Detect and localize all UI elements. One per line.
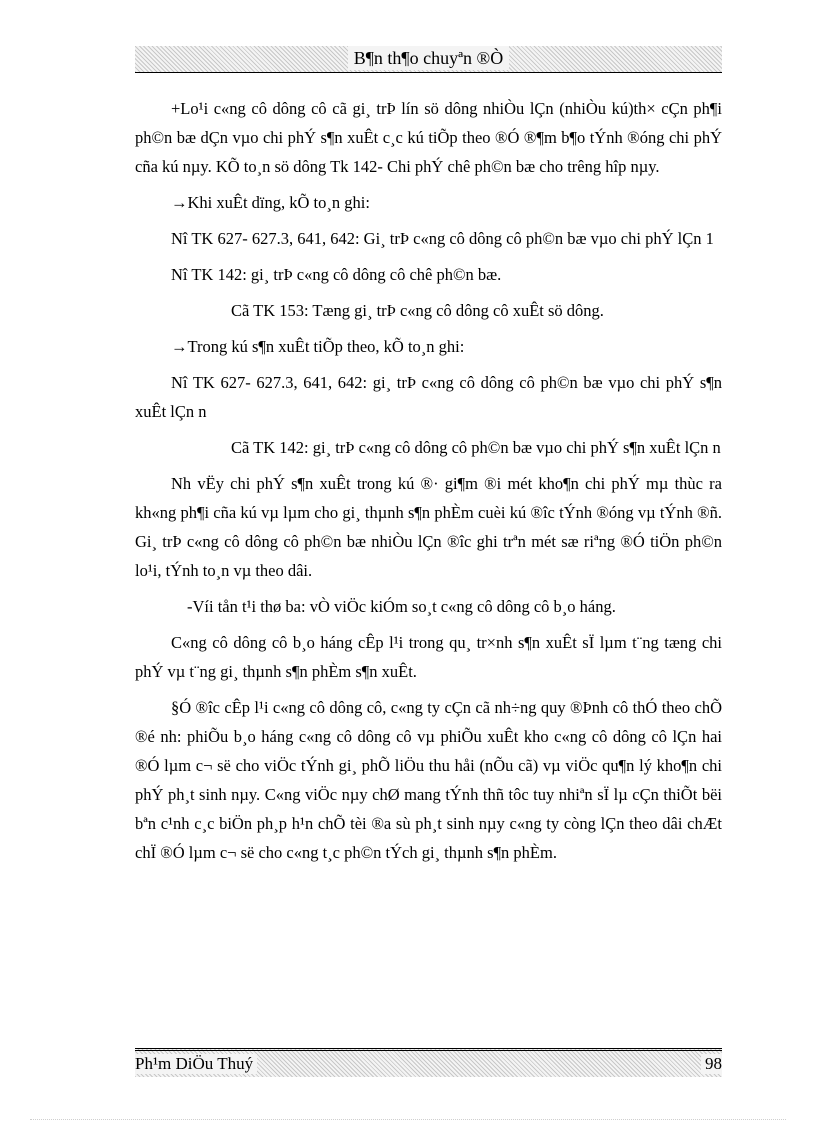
paragraph-3: Nî TK 627- 627.3, 641, 642: Gi¸ trÞ c«ng cô dông cô ph©n bæ vµo chi phÝ lÇn 1 <box>171 229 714 248</box>
paragraph-6: →Trong kú s¶n xuÊt tiÕp theo, kÕ to¸n ghi: <box>171 337 465 356</box>
paragraph-4: Nî TK 142: gi¸ trÞ c«ng cô dông cô chê ph©n bæ. <box>171 265 502 284</box>
paragraph-8: Cã TK 142: gi¸ trÞ c«ng cô dông cô ph©n bæ vµo chi phÝ s¶n xuÊt lÇn n <box>231 438 721 457</box>
page-footer <box>135 1048 722 1077</box>
paragraph-10: -Víi tån t¹i thø ba: vÒ viÖc kiÓm so¸t c«ng cô dông cô b¸o háng. <box>187 597 616 616</box>
paragraph-7: Nî TK 627- 627.3, 641, 642: gi¸ trÞ c«ng cô dông cô ph©n bæ vµo chi phÝ s¶n xuÊt lÇn n <box>135 373 722 421</box>
page-edge-divider <box>30 1119 786 1120</box>
paragraph-12: §Ó ®îc cÊp l¹i c«ng cô dông cô, c«ng ty cÇn cã nh÷ng quy ®Þnh cô thÓ theo chÕ ®é nh: phiÕu b¸o háng c«ng cô dông cô vµ phiÕu xuÊt kho c«ng cô dông cô lÇn hai ®Ó lµm c¬ së cho viÖc tÝnh gi¸ phÕ liÖu thu håi (nÕu cã) vµ viÖc qu¶n lý kho¶n chi phÝ ph¸t sinh nµy. C«ng viÖc nµy chØ mang tÝnh thñ tôc tuy nhiªn sÏ lµ cÇn thiÕt bëi bªn c¹nh c¸c biÖn ph¸p h¹n chÕ tèi ®a sù ph¸t sinh nµy c«ng ty còng lÇn theo dâi chÆt chÏ ®Ó lµm c¬ së cho c«ng t¸c ph©n tÝch gi¸ thµnh s¶n phÈm. <box>135 698 722 862</box>
document-body <box>135 94 722 874</box>
paragraph-11: C«ng cô dông cô b¸o háng cÊp l¹i trong qu¸ tr×nh s¶n xuÊt sÏ lµm t¨ng tæng chi phÝ vµ t¨ng gi¸ thµnh s¶n phÈm s¶n xuÊt. <box>135 633 722 681</box>
header-title: B¶n th¶o chuyªn ®Ò <box>348 46 509 70</box>
footer-author: Ph¹m DiÖu Thuý <box>135 1054 257 1074</box>
page-number: 98 <box>701 1054 722 1074</box>
paragraph-9: Nh vËy chi phÝ s¶n xuÊt trong kú ®· gi¶m ®i mét kho¶n chi phÝ mµ thùc ra kh«ng ph¶i cña kú vµ lµm cho gi¸ thµnh s¶n phÈm cuèi kú ®îc tÝnh ®óng vµ tÝnh ®ñ. Gi¸ trÞ c«ng cô dông cô ph©n bæ nhiÒu lÇn ®îc ghi trªn mét sæ riªng ®Ó tiÖn ph©n lo¹i, tÝnh to¸n vµ theo dâi. <box>135 474 722 580</box>
paragraph-5: Cã TK 153: Tæng gi¸ trÞ c«ng cô dông cô xuÊt sö dông. <box>231 301 604 320</box>
page-header <box>135 46 722 73</box>
paragraph-1: +Lo¹i c«ng cô dông cô cã gi¸ trÞ lín sö dông nhiÒu lÇn (nhiÒu kú)th× cÇn ph¶i ph©n bæ dÇn vµo chi phÝ s¶n xuÊt c¸c kú tiÕp theo ®Ó ®¶m b¶o tÝnh ®óng chi phÝ cña kú nµy. KÕ to¸n sö dông Tk 142- Chi phÝ chê ph©n bæ cho trêng hîp nµy. <box>135 99 722 176</box>
paragraph-2: →Khi xuÊt dïng, kÕ to¸n ghi: <box>171 193 370 212</box>
